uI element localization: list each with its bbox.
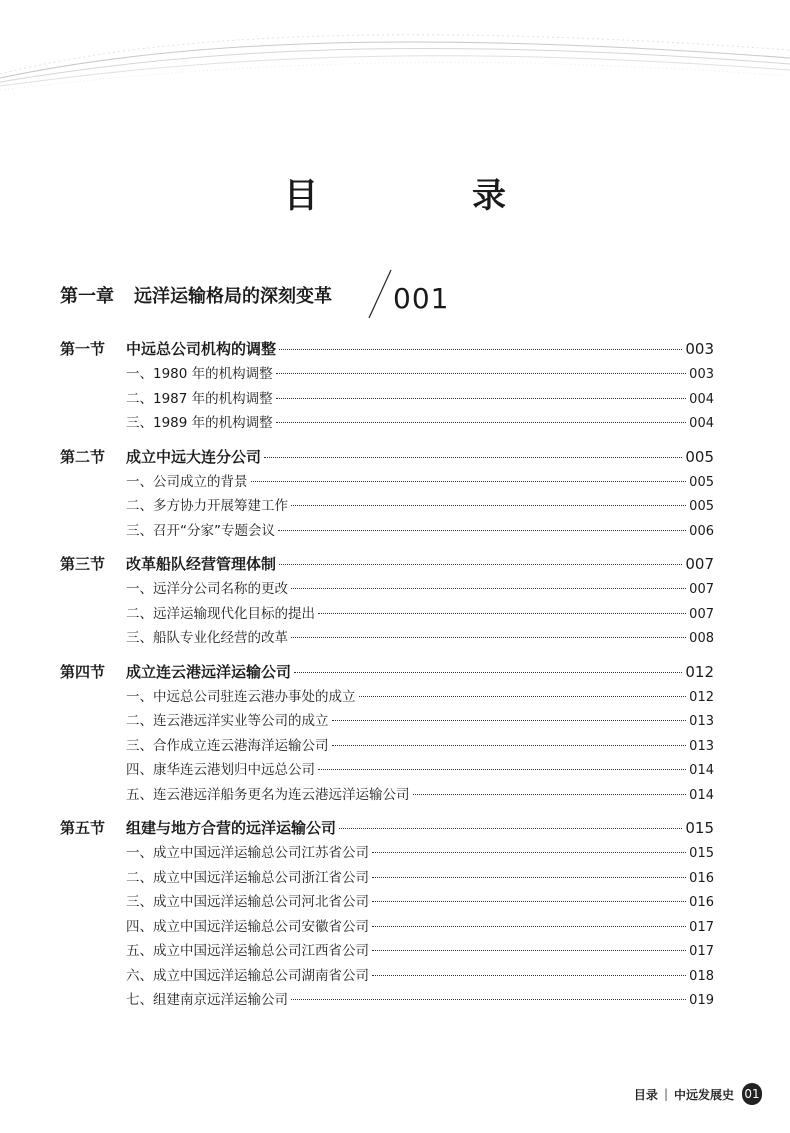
- entry-title: 一、公司成立的背景: [126, 473, 248, 490]
- section-number: 第二节: [60, 447, 106, 466]
- toc-entry[interactable]: [60, 939, 714, 964]
- section-title: 中远总公司机构的调整: [126, 340, 277, 358]
- chapter-number: 第一章: [60, 286, 114, 307]
- dot-leader: [279, 349, 682, 350]
- toc-entry[interactable]: [60, 915, 714, 940]
- toc-entry[interactable]: [60, 734, 714, 759]
- entry-title: 一、中远总公司驻连云港办事处的成立: [126, 688, 356, 705]
- header-wave-decoration: [0, 0, 790, 110]
- entry-page-number: 016: [689, 895, 714, 910]
- section-page-number: 003: [685, 340, 714, 358]
- toc-entry[interactable]: [60, 758, 714, 783]
- slash-divider-icon: [365, 268, 395, 320]
- entry-title: 四、成立中国远洋运输总公司安徽省公司: [126, 918, 369, 935]
- entry-page-number: 005: [689, 499, 714, 514]
- entry-page-number: 017: [689, 944, 714, 959]
- toc-entry[interactable]: [60, 494, 714, 519]
- dot-leader: [413, 794, 687, 795]
- entry-page-number: 007: [689, 582, 714, 597]
- entry-page-number: 014: [689, 763, 714, 778]
- dot-leader: [372, 926, 686, 927]
- entry-page-number: 019: [689, 993, 714, 1008]
- dot-leader: [372, 975, 686, 976]
- toc-entry[interactable]: [60, 519, 714, 544]
- page-footer: [634, 1082, 762, 1106]
- dot-leader: [332, 720, 687, 721]
- toc-entry[interactable]: [60, 709, 714, 734]
- toc-entry[interactable]: [60, 626, 714, 651]
- entry-page-number: 005: [689, 474, 714, 490]
- toc-section-heading[interactable]: [60, 815, 714, 841]
- toc-section: [60, 659, 714, 808]
- toc-entry[interactable]: [60, 783, 714, 808]
- toc-entry[interactable]: [60, 988, 714, 1013]
- chapter-title: 远洋运输格局的深刻变革: [134, 286, 332, 307]
- entry-title: 二、连云港远洋实业等公司的成立: [126, 713, 329, 729]
- toc-entry[interactable]: [60, 470, 714, 495]
- table-of-contents: [60, 336, 714, 1021]
- toc-section-heading[interactable]: [60, 551, 714, 577]
- entry-page-number: 004: [689, 416, 714, 431]
- entry-title: 二、1987 年的机构调整: [126, 390, 273, 407]
- entry-title: 二、多方协力开展筹建工作: [126, 498, 288, 514]
- dot-leader: [276, 373, 687, 374]
- toc-section-heading[interactable]: [60, 444, 714, 470]
- entry-page-number: 018: [689, 968, 714, 984]
- toc-entry[interactable]: [60, 866, 714, 891]
- entry-page-number: 003: [689, 367, 714, 382]
- toc-entry[interactable]: [60, 602, 714, 627]
- entry-page-number: 013: [689, 714, 714, 729]
- toc-entry[interactable]: [60, 387, 714, 412]
- dot-leader: [318, 769, 686, 770]
- entry-page-number: 006: [689, 523, 714, 539]
- chapter-heading: [60, 268, 480, 328]
- entry-title: 四、康华连云港划归中远总公司: [126, 762, 315, 778]
- footer-separator: |: [663, 1087, 668, 1101]
- chapter-page-number: 001: [393, 282, 450, 315]
- entry-title: 七、组建南京远洋运输公司: [126, 992, 288, 1008]
- entry-title: 三、召开“分家”专题会议: [126, 522, 275, 539]
- toc-entry[interactable]: [60, 964, 714, 989]
- section-title: 组建与地方合营的远洋运输公司: [126, 819, 337, 837]
- dot-leader: [291, 588, 686, 589]
- entry-page-number: 007: [689, 606, 714, 622]
- dot-leader: [372, 950, 686, 951]
- entry-title: 三、成立中国远洋运输总公司河北省公司: [126, 894, 369, 910]
- entry-title: 一、成立中国远洋运输总公司江苏省公司: [126, 845, 369, 861]
- dot-leader: [291, 505, 686, 506]
- section-title: 成立中远大连分公司: [126, 447, 262, 466]
- toc-section-heading[interactable]: [60, 659, 714, 685]
- dot-leader: [372, 877, 686, 878]
- section-title: 成立连云港远洋运输公司: [126, 662, 292, 681]
- dot-leader: [318, 613, 686, 614]
- entry-page-number: 014: [689, 787, 714, 803]
- entry-title: 一、远洋分公司名称的更改: [126, 581, 288, 597]
- entry-page-number: 013: [689, 738, 714, 754]
- entry-page-number: 015: [689, 846, 714, 861]
- toc-section: [60, 336, 714, 436]
- toc-section: [60, 815, 714, 1013]
- section-number: 第三节: [60, 555, 106, 573]
- dot-leader: [372, 901, 686, 902]
- entry-page-number: 012: [689, 689, 714, 705]
- section-page-number: 015: [685, 819, 714, 837]
- dot-leader: [279, 564, 682, 565]
- section-page-number: 005: [685, 447, 714, 466]
- toc-entry[interactable]: [60, 890, 714, 915]
- dot-leader: [276, 398, 687, 399]
- page-number-badge: 01: [742, 1083, 762, 1105]
- section-title: 改革船队经营管理体制: [126, 555, 277, 573]
- entry-title: 三、1989 年的机构调整: [126, 415, 273, 431]
- dot-leader: [332, 745, 687, 746]
- dot-leader: [291, 999, 686, 1000]
- section-number: 第四节: [60, 662, 106, 681]
- dot-leader: [276, 422, 687, 423]
- dot-leader: [251, 481, 687, 482]
- toc-section: [60, 444, 714, 544]
- entry-title: 三、合作成立连云港海洋运输公司: [126, 737, 329, 754]
- entry-title: 三、船队专业化经营的改革: [126, 630, 288, 646]
- entry-page-number: 004: [689, 391, 714, 407]
- entry-title: 二、成立中国远洋运输总公司浙江省公司: [126, 869, 369, 886]
- section-number: 第五节: [60, 819, 106, 837]
- toc-entry[interactable]: [60, 841, 714, 866]
- dot-leader: [359, 696, 687, 697]
- entry-title: 五、成立中国远洋运输总公司江西省公司: [126, 943, 369, 959]
- entry-title: 六、成立中国远洋运输总公司湖南省公司: [126, 967, 369, 984]
- entry-page-number: 008: [689, 631, 714, 646]
- entry-page-number: 016: [689, 870, 714, 886]
- toc-entry[interactable]: [60, 362, 714, 387]
- chapter-label-group: [60, 282, 332, 308]
- page-title: 目 录: [284, 176, 566, 216]
- dot-leader: [294, 672, 682, 673]
- dot-leader: [291, 637, 686, 638]
- toc-entry[interactable]: [60, 577, 714, 602]
- toc-section: [60, 551, 714, 651]
- footer-section-label: 目录: [633, 1087, 658, 1102]
- section-page-number: 012: [685, 662, 714, 681]
- entry-page-number: 017: [689, 919, 714, 935]
- entry-title: 五、连云港远洋船务更名为连云港远洋运输公司: [126, 786, 410, 803]
- dot-leader: [339, 828, 682, 829]
- dot-leader: [372, 852, 686, 853]
- toc-section-heading[interactable]: [60, 336, 714, 362]
- entry-title: 一、1980 年的机构调整: [126, 366, 273, 382]
- toc-entry[interactable]: [60, 685, 714, 710]
- footer-book-title: 中远发展史: [673, 1087, 734, 1102]
- section-page-number: 007: [685, 555, 714, 573]
- dot-leader: [278, 530, 686, 531]
- dot-leader: [264, 457, 682, 458]
- entry-title: 二、远洋运输现代化目标的提出: [126, 605, 315, 622]
- toc-entry[interactable]: [60, 411, 714, 436]
- section-number: 第一节: [60, 340, 106, 358]
